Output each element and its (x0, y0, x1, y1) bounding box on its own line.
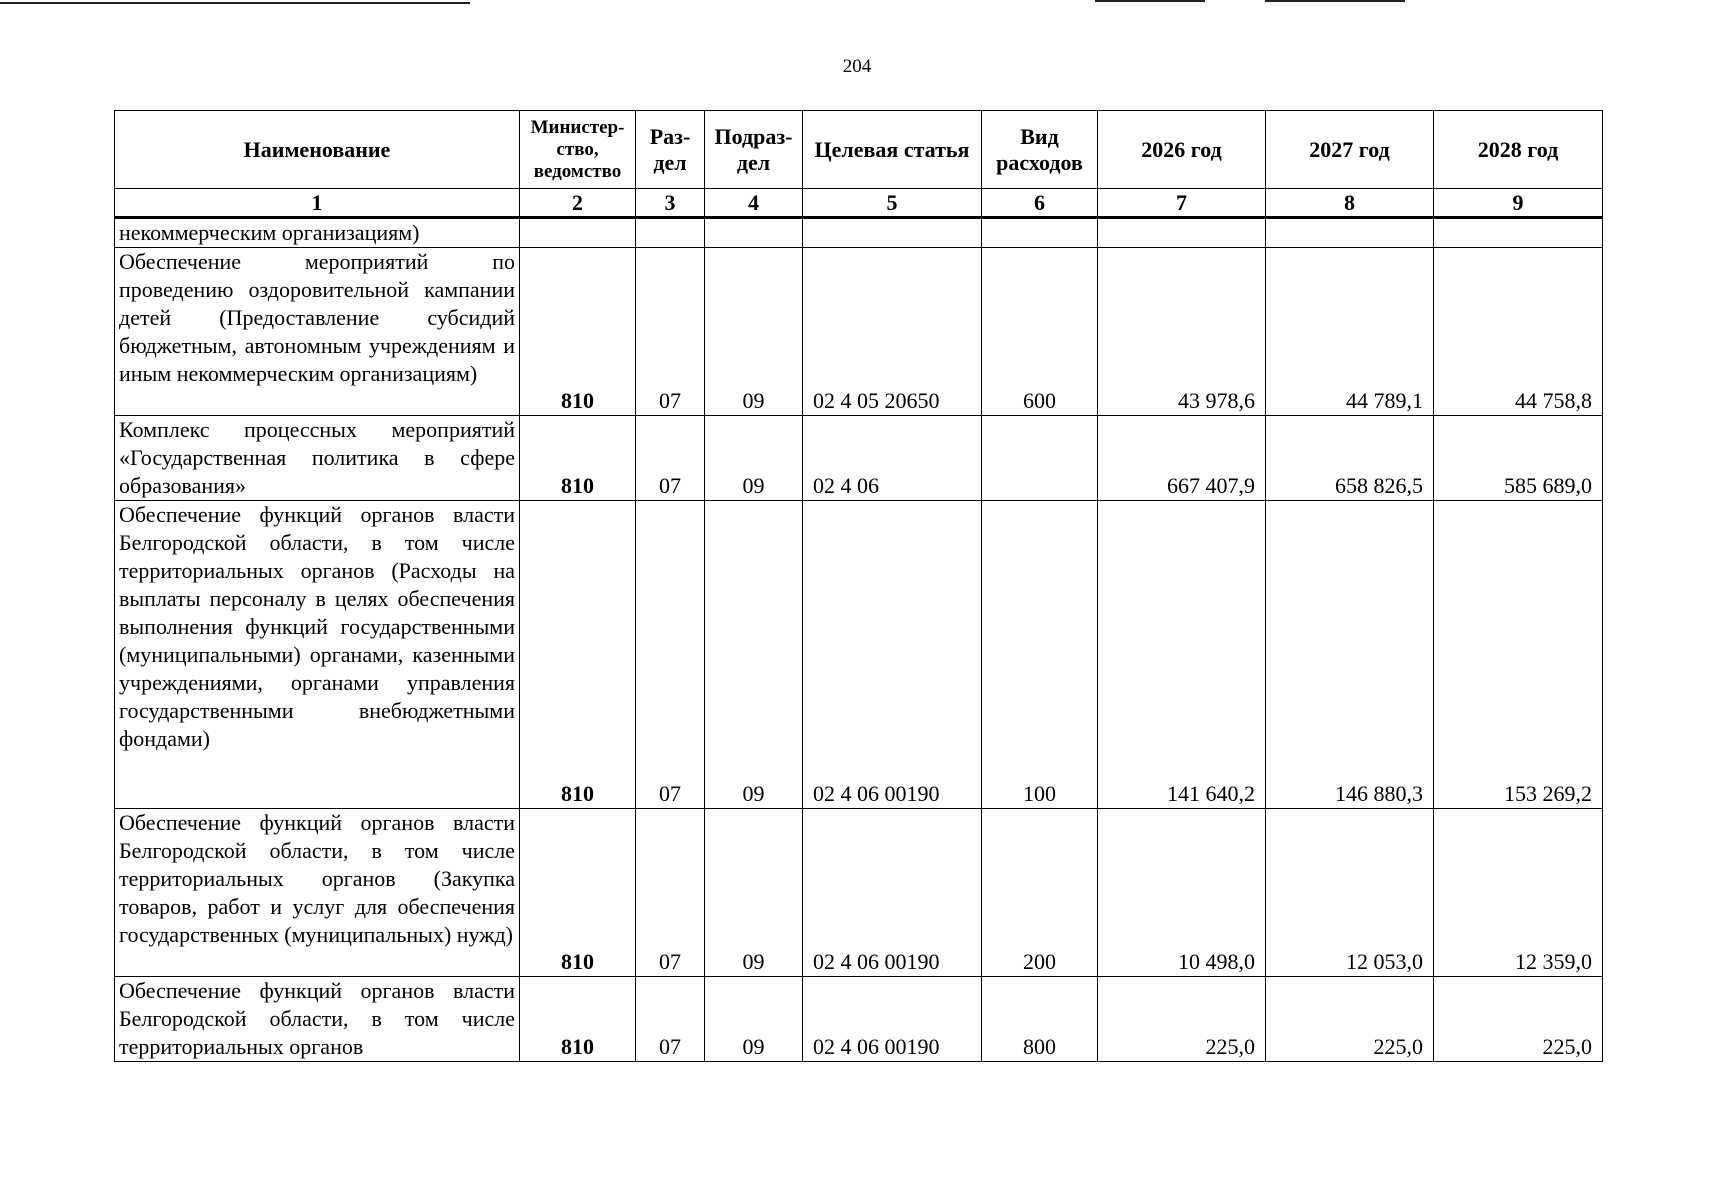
row-name: Обеспечение мероприятий по проведению оздоровительной кампании детей (Предоставление субсидий бюджетным, автономным учреждениям и иным некоммерческим организациям) (115, 248, 520, 416)
row-name: некоммерческим организациям) (115, 218, 520, 248)
header-2028: 2028 год (1434, 111, 1603, 189)
row-ministry (520, 218, 636, 248)
row-target (803, 218, 982, 248)
row-amount-2026: 10 498,0 (1098, 809, 1266, 977)
column-number: 1 (115, 189, 520, 218)
row-section: 07 (636, 416, 705, 501)
row-amount-2026: 43 978,6 (1098, 248, 1266, 416)
row-amount-2027: 12 053,0 (1266, 809, 1434, 977)
row-section: 07 (636, 248, 705, 416)
column-number: 7 (1098, 189, 1266, 218)
table-row (115, 218, 1603, 248)
row-amount-2026: 141 640,2 (1098, 501, 1266, 809)
row-amount-2028: 225,0 (1434, 977, 1603, 1062)
row-section: 07 (636, 501, 705, 809)
row-expense-type: 800 (982, 977, 1098, 1062)
budget-table (114, 110, 1603, 1062)
header-target: Целевая статья (803, 111, 982, 189)
row-name: Обеспечение функций органов власти Белгородской области, в том числе территориальных органов (Закупка товаров, работ и услуг для обеспечения государственных (муниципальных) нужд) (115, 809, 520, 977)
table-row (115, 809, 1603, 977)
row-amount-2026 (1098, 218, 1266, 248)
row-ministry: 810 (520, 809, 636, 977)
column-number: 4 (705, 189, 803, 218)
header-section: Раз-дел (636, 111, 705, 189)
column-number: 2 (520, 189, 636, 218)
row-subsection: 09 (705, 248, 803, 416)
header-name: Наименование (115, 111, 520, 189)
row-expense-type (982, 218, 1098, 248)
row-ministry: 810 (520, 501, 636, 809)
row-ministry: 810 (520, 977, 636, 1062)
row-amount-2028: 44 758,8 (1434, 248, 1603, 416)
row-target: 02 4 06 00190 (803, 809, 982, 977)
row-ministry: 810 (520, 248, 636, 416)
row-expense-type (982, 416, 1098, 501)
row-amount-2026: 667 407,9 (1098, 416, 1266, 501)
header-subsection: Подраз-дел (705, 111, 803, 189)
page-number: 204 (842, 56, 872, 77)
row-amount-2027: 225,0 (1266, 977, 1434, 1062)
row-subsection (705, 218, 803, 248)
scan-edge-line-middle (1095, 0, 1205, 2)
row-amount-2028: 12 359,0 (1434, 809, 1603, 977)
header-2027: 2027 год (1266, 111, 1434, 189)
column-number: 5 (803, 189, 982, 218)
row-target: 02 4 06 (803, 416, 982, 501)
row-subsection: 09 (705, 416, 803, 501)
scan-edge-line-left (0, 2, 470, 4)
row-amount-2026: 225,0 (1098, 977, 1266, 1062)
row-name: Обеспечение функций органов власти Белгородской области, в том числе территориальных органов (Расходы на выплаты персоналу в целях обеспечения выполнения функций государственными (муниципальными) органами, казенными учреждениями, органами управления государственными внебюджетными фондами) (115, 501, 520, 809)
header-ministry: Министер-ство, ведомство (520, 111, 636, 189)
header-2026: 2026 год (1098, 111, 1266, 189)
row-amount-2028: 585 689,0 (1434, 416, 1603, 501)
row-amount-2027: 44 789,1 (1266, 248, 1434, 416)
row-section: 07 (636, 809, 705, 977)
column-number: 9 (1434, 189, 1603, 218)
table-row (115, 416, 1603, 501)
row-expense-type: 600 (982, 248, 1098, 416)
table-row (115, 501, 1603, 809)
row-ministry: 810 (520, 416, 636, 501)
scan-edge-line-right (1265, 0, 1405, 2)
row-expense-type: 100 (982, 501, 1098, 809)
table-row (115, 977, 1603, 1062)
row-subsection: 09 (705, 809, 803, 977)
header-row (115, 111, 1603, 189)
row-amount-2028 (1434, 218, 1603, 248)
column-number-row (115, 189, 1603, 218)
row-name: Обеспечение функций органов власти Белгородской области, в том числе территориальных органов (115, 977, 520, 1062)
row-target: 02 4 05 20650 (803, 248, 982, 416)
column-number: 8 (1266, 189, 1434, 218)
row-amount-2027: 146 880,3 (1266, 501, 1434, 809)
row-section (636, 218, 705, 248)
row-subsection: 09 (705, 977, 803, 1062)
row-expense-type: 200 (982, 809, 1098, 977)
row-amount-2027: 658 826,5 (1266, 416, 1434, 501)
row-target: 02 4 06 00190 (803, 977, 982, 1062)
header-expense-type: Вид расходов (982, 111, 1098, 189)
row-section: 07 (636, 977, 705, 1062)
row-name: Комплекс процессных мероприятий «Государственная политика в сфере образования» (115, 416, 520, 501)
column-number: 6 (982, 189, 1098, 218)
table-row (115, 248, 1603, 416)
column-number: 3 (636, 189, 705, 218)
row-amount-2028: 153 269,2 (1434, 501, 1603, 809)
row-amount-2027 (1266, 218, 1434, 248)
row-target: 02 4 06 00190 (803, 501, 982, 809)
row-subsection: 09 (705, 501, 803, 809)
